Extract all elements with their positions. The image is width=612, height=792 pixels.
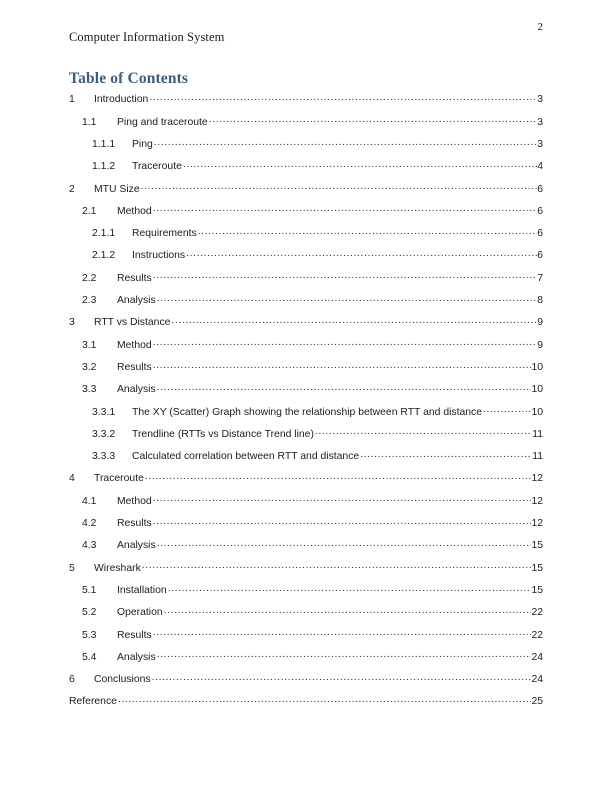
toc-entry-page-number: 12 [531,495,543,507]
toc-entry-inner [69,649,543,662]
toc-entry[interactable] [0,491,612,513]
toc-entry-page-number: 10 [531,384,543,396]
toc-entry-number: 3.1 [82,339,97,351]
toc-entry-title: Instructions [132,250,186,262]
toc-entry-inner [69,538,543,551]
toc-entry-number: 5 [69,562,75,574]
toc-entry-title: The XY (Scatter) Graph showing the relationship between RTT and distance [132,406,483,418]
toc-entry-inner [69,226,543,239]
toc-entry-page-number: 9 [537,317,543,329]
toc-entry-title: Analysis [117,651,156,663]
toc-entry-page-number: 6 [537,205,543,217]
toc-entry-number: 3.3.1 [92,406,116,418]
toc-entry[interactable] [0,268,612,290]
toc-entry[interactable] [0,647,612,669]
toc-entry-number: 2.1.2 [92,250,116,262]
toc-entry-title: Analysis [117,384,156,396]
toc-entry-number: 2.3 [82,295,97,307]
toc-entry-inner [69,137,543,150]
toc-entry-title: Operation [117,607,163,619]
toc-entry[interactable] [0,603,612,625]
toc-entry[interactable] [0,313,612,335]
toc-dot-leader [483,404,531,414]
toc-entry[interactable] [0,402,612,424]
toc-entry-title: Conclusions [94,674,151,686]
toc-entry-title: Results [117,361,152,373]
toc-entry-inner [69,159,543,172]
toc-entry-page-number: 3 [537,138,543,150]
toc-dot-leader [153,627,532,637]
toc-entry-page-number: 12 [531,518,543,530]
toc-dot-leader [153,337,538,347]
toc-entry-page-number: 8 [537,295,543,307]
toc-entry-inner [69,694,543,707]
toc-entry-page-number: 15 [531,584,543,596]
toc-entry-title: RTT vs Distance [94,317,171,329]
toc-entry[interactable] [0,536,612,558]
toc-entry-inner [69,516,543,529]
toc-dot-leader [171,315,537,325]
toc-entry-page-number: 9 [537,339,543,351]
toc-entry-number: 2 [69,183,75,195]
toc-entry-title: Traceroute [94,473,144,485]
page-title: Table of Contents [69,70,189,87]
toc-entry-title: Method [117,495,152,507]
toc-entry-number: 4.2 [82,518,97,530]
toc-entry[interactable] [0,469,612,491]
toc-entry-page-number: 15 [531,562,543,574]
toc-dot-leader [315,426,532,436]
toc-entry-inner [69,248,543,261]
toc-entry-number: 5.4 [82,651,97,663]
toc-entry-page-number: 10 [531,406,543,418]
toc-entry-title: Analysis [117,540,156,552]
toc-entry[interactable] [0,135,612,157]
toc-entry-page-number: 24 [531,674,543,686]
toc-entry-inner [69,404,543,417]
toc-entry-title: Reference [69,696,117,708]
toc-entry-title: Wireshark [94,562,141,574]
toc-dot-leader [183,159,537,169]
toc-entry-inner [69,560,543,573]
toc-entry-number: 1.1 [82,116,97,128]
toc-entry[interactable] [0,112,612,134]
toc-entry-title: MTU Size [94,183,140,195]
toc-dot-leader [153,270,538,280]
toc-entry-title: Ping and traceroute [117,116,208,128]
toc-dot-leader [152,672,532,682]
toc-entry-page-number: 10 [531,361,543,373]
toc-entry-inner [69,203,543,216]
toc-entry[interactable] [0,424,612,446]
toc-dot-leader [153,203,538,213]
toc-dot-leader [141,181,538,191]
toc-entry[interactable] [0,201,612,223]
toc-entry-page-number: 11 [532,451,543,463]
toc-entry-number: 1.1.2 [92,161,116,173]
toc-entry-page-number: 4 [537,161,543,173]
toc-entry-page-number: 15 [531,540,543,552]
toc-entry-page-number: 25 [531,696,543,708]
toc-entry-page-number: 3 [537,94,543,106]
toc-entry-page-number: 6 [537,250,543,262]
toc-entry-inner [69,471,543,484]
toc-entry-page-number: 12 [531,473,543,485]
toc-entry-page-number: 11 [532,428,543,440]
toc-dot-leader [168,583,532,593]
toc-entry-number: 6 [69,674,75,686]
toc-entry-inner [69,337,543,350]
toc-entry-number: 3.2 [82,361,97,373]
toc-entry-inner [69,382,543,395]
toc-entry-number: 3.3.3 [92,451,116,463]
toc-dot-leader [157,382,532,392]
toc-dot-leader [142,560,532,570]
toc-entry-title: Results [117,518,152,530]
toc-dot-leader [149,92,537,102]
header-document-title: Computer Information System [69,30,225,44]
toc-entry-title: Results [117,272,152,284]
toc-entry-title: Results [117,629,152,641]
toc-entry[interactable] [0,335,612,357]
toc-entry-page-number: 22 [531,629,543,641]
toc-entry-inner [69,605,543,618]
toc-entry-number: 1 [69,94,75,106]
toc-dot-leader [153,493,532,503]
toc-entry-number: 4 [69,473,75,485]
toc-entry-inner [69,270,543,283]
toc-dot-leader [153,516,532,526]
toc-entry-page-number: 6 [537,183,543,195]
toc-entry-number: 1.1.1 [92,138,116,150]
toc-entry-number: 5.3 [82,629,97,641]
toc-entry[interactable] [0,157,612,179]
table-of-contents [0,90,612,714]
toc-dot-leader [209,114,538,124]
toc-entry[interactable] [0,179,612,201]
toc-entry[interactable] [0,670,612,692]
toc-entry-number: 3.3 [82,384,97,396]
toc-entry-inner [69,315,543,328]
toc-entry-inner [69,360,543,373]
toc-dot-leader [164,605,532,615]
toc-entry-inner [69,627,543,640]
toc-entry-title: Ping [132,138,153,150]
toc-entry-number: 4.3 [82,540,97,552]
toc-entry-number: 5.2 [82,607,97,619]
toc-entry-title: Trendline (RTTs vs Distance Trend line) [132,428,314,440]
toc-entry-inner [69,92,543,105]
toc-entry-page-number: 3 [537,116,543,128]
toc-entry-title: Traceroute [132,161,182,173]
toc-entry-title: Installation [117,584,167,596]
toc-entry-number: 3.3.2 [92,428,116,440]
toc-entry-number: 3 [69,317,75,329]
toc-entry[interactable] [0,514,612,536]
toc-dot-leader [118,694,531,704]
toc-entry-title: Analysis [117,295,156,307]
toc-entry[interactable] [0,246,612,268]
toc-entry-inner [69,181,543,194]
toc-entry[interactable] [0,291,612,313]
toc-entry-inner [69,493,543,506]
header-page-number: 2 [537,21,543,33]
toc-entry[interactable] [0,358,612,380]
toc-dot-leader [153,360,532,370]
toc-entry-title: Introduction [94,94,149,106]
toc-entry-title: Method [117,205,152,217]
toc-dot-leader [157,538,532,548]
toc-entry-number: 2.1 [82,205,97,217]
toc-entry[interactable] [0,224,612,246]
toc-entry[interactable] [0,90,612,112]
toc-dot-leader [198,226,538,236]
toc-entry-page-number: 22 [531,607,543,619]
toc-dot-leader [186,248,537,258]
toc-entry-page-number: 6 [537,228,543,240]
toc-entry-page-number: 24 [531,651,543,663]
toc-entry-number: 4.1 [82,495,97,507]
toc-dot-leader [154,137,537,147]
toc-entry-inner [69,672,543,685]
toc-dot-leader [145,471,532,481]
toc-dot-leader [157,649,532,659]
toc-entry-inner [69,114,543,127]
toc-entry[interactable] [0,558,612,580]
toc-entry[interactable] [0,625,612,647]
toc-entry-number: 2.2 [82,272,97,284]
toc-entry-inner [69,583,543,596]
toc-entry-number: 5.1 [82,584,97,596]
toc-dot-leader [157,293,538,303]
toc-dot-leader [360,449,532,459]
toc-entry[interactable] [0,581,612,603]
toc-entry[interactable] [0,447,612,469]
toc-entry-inner [69,426,543,439]
toc-entry[interactable] [0,380,612,402]
toc-entry-title: Calculated correlation between RTT and distance [132,451,360,463]
toc-entry-inner [69,293,543,306]
toc-entry[interactable] [0,692,612,714]
toc-entry-number: 2.1.1 [92,228,116,240]
toc-entry-page-number: 7 [537,272,543,284]
toc-entry-title: Method [117,339,152,351]
toc-entry-inner [69,449,543,462]
toc-entry-title: Requirements [132,228,197,240]
running-header [0,21,612,52]
